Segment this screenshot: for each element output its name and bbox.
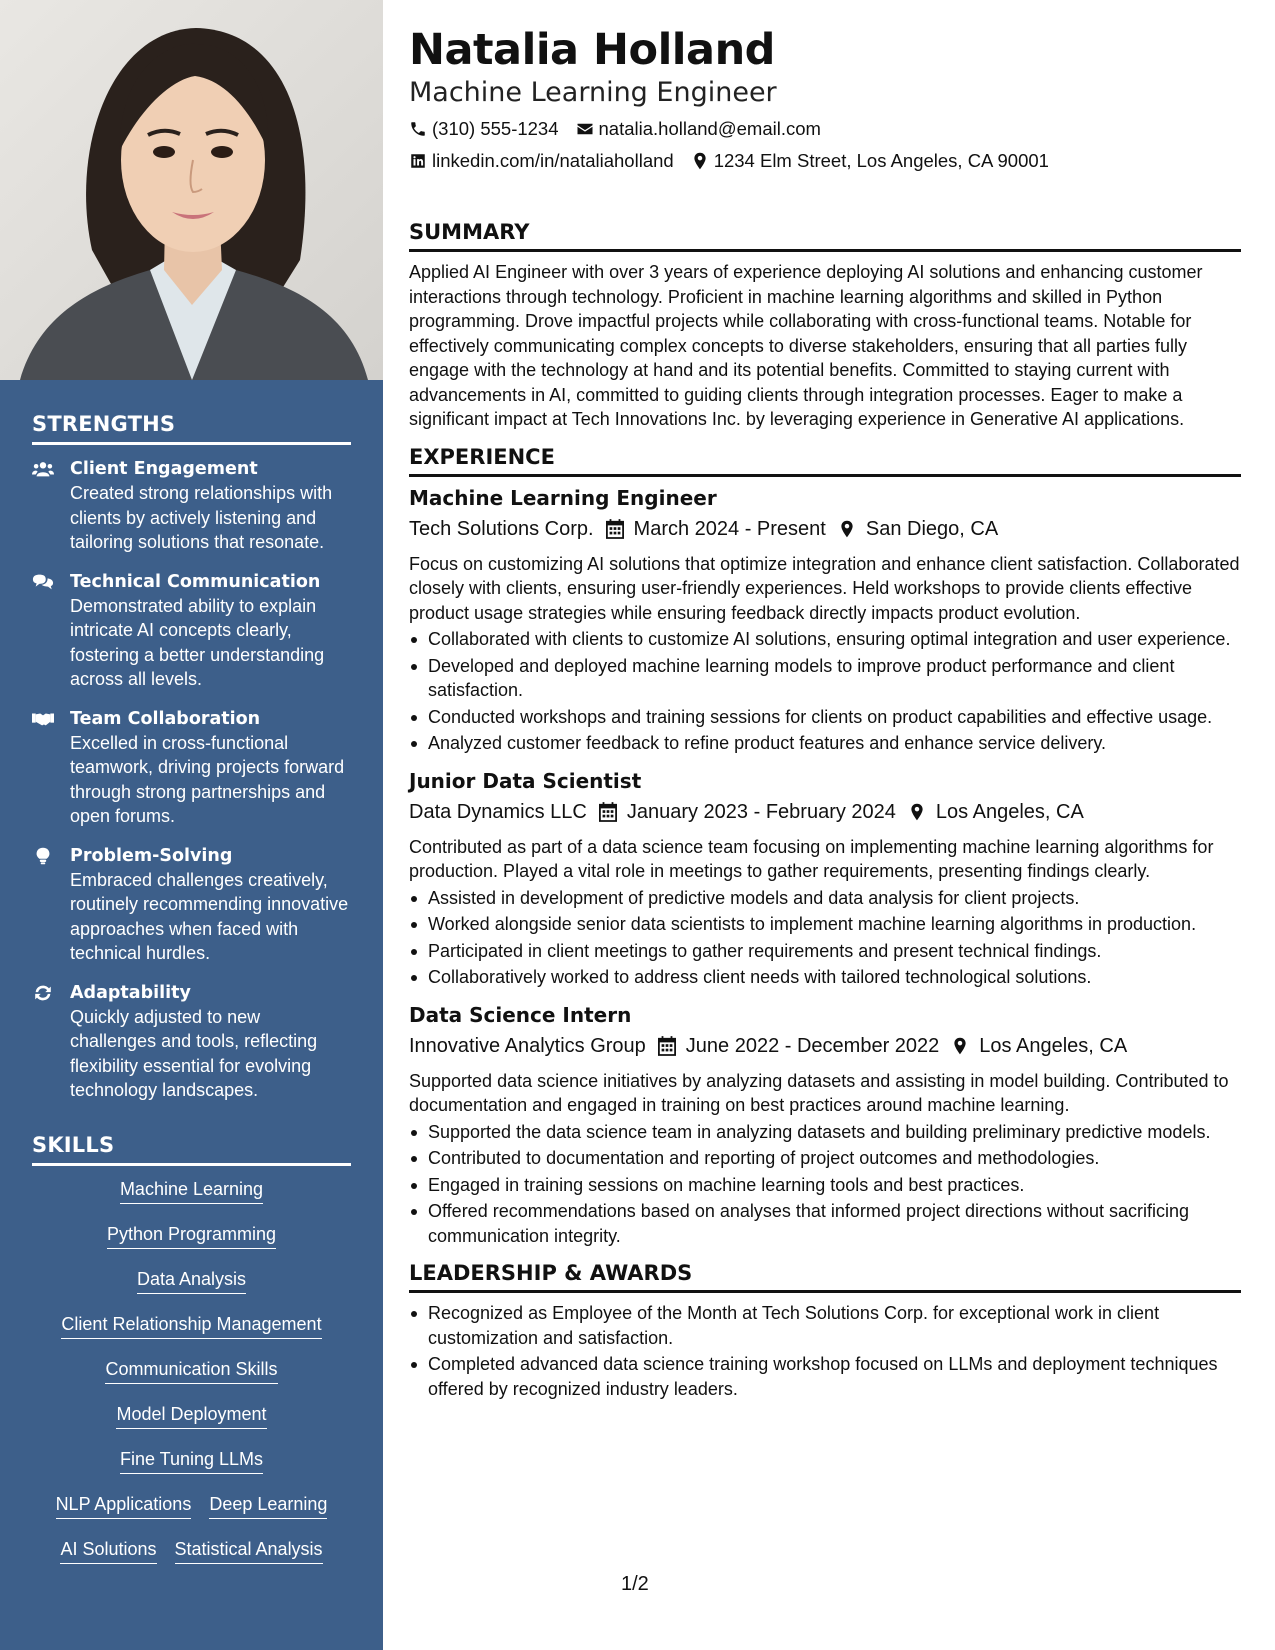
strength-description: Excelled in cross-functional teamwork, driving projects forward through strong partnerships and open forums. bbox=[70, 732, 345, 826]
map-pin-icon bbox=[951, 1036, 969, 1056]
job-bullets bbox=[409, 1120, 1241, 1249]
handshake-icon bbox=[32, 707, 70, 829]
job-dates: January 2023 - February 2024 bbox=[599, 797, 896, 827]
skill-tag: Fine Tuning LLMs bbox=[120, 1448, 263, 1474]
job-bullets bbox=[409, 627, 1241, 756]
refresh-icon bbox=[32, 981, 70, 1103]
contact-row bbox=[409, 116, 1241, 142]
list-item: Offered recommendations based on analyses that informed project directions without sacrificing communication integrity. bbox=[409, 1199, 1241, 1248]
job-company: Data Dynamics LLC bbox=[409, 800, 587, 823]
candidate-role: Machine Learning Engineer bbox=[409, 77, 777, 108]
calendar-icon bbox=[599, 802, 617, 822]
strength-description: Embraced challenges creatively, routinely recommending innovative approaches when faced with technical hurdles. bbox=[70, 869, 349, 963]
phone-icon bbox=[409, 120, 427, 138]
skill-tag: Data Analysis bbox=[137, 1268, 246, 1294]
strength-title: Adaptability bbox=[70, 982, 191, 1003]
skill-tag: Deep Learning bbox=[209, 1493, 327, 1519]
job-meta bbox=[409, 1031, 1241, 1061]
strength-item bbox=[32, 707, 351, 829]
list-item: Completed advanced data science training workshop focused on LLMs and deployment techniques offered by recognized industry leaders. bbox=[409, 1352, 1241, 1401]
summary-heading: SUMMARY bbox=[409, 219, 1241, 252]
sidebar bbox=[0, 0, 383, 1650]
list-item: Assisted in development of predictive models and data analysis for client projects. bbox=[409, 886, 1241, 911]
job-description: Contributed as part of a data science team focusing on implementing machine learning algorithms for production. Played a vital role in meetings to gather requirements, presenting findings clearly. bbox=[409, 836, 1214, 881]
candidate-name: Natalia Holland bbox=[409, 25, 775, 75]
address-text: 1234 Elm Street, Los Angeles, CA 90001 bbox=[713, 150, 1049, 171]
skill-tag: Communication Skills bbox=[105, 1358, 277, 1384]
strength-item bbox=[32, 844, 351, 966]
summary-text: Applied AI Engineer with over 3 years of experience deploying AI solutions and enhancing customer interactions through technology. Proficient in machine learning algorithms and skilled in Python programming. Drove impactful projects while collaborating with cross-functional teams. Notable for effectively communicating complex concepts to diverse stakeholders, ensuring that all parties fully engage with the technology at hand and its potential benefits. Committed to staying current with advancements in AI, committed to guiding clients through integration processes. Eager to make a significant impact at Tech Innovations Inc. by leveraging experience in Generative AI applications. bbox=[409, 262, 1203, 429]
job-dates: March 2024 - Present bbox=[606, 514, 826, 544]
job-bullets bbox=[409, 886, 1241, 990]
strength-item bbox=[32, 981, 351, 1103]
linkedin-contact[interactable] bbox=[409, 148, 674, 174]
strength-title: Problem-Solving bbox=[70, 845, 233, 866]
profile-photo bbox=[0, 0, 383, 380]
awards-section bbox=[409, 1260, 1241, 1401]
strength-description: Demonstrated ability to explain intricate AI concepts clearly, fostering a better understanding across all levels. bbox=[70, 595, 325, 689]
users-icon bbox=[32, 457, 70, 555]
linkedin-icon bbox=[409, 152, 427, 170]
job-description: Focus on customizing AI solutions that optimize integration and enhance client satisfaction. Collaborated closely with clients, ensuring user-friendly experiences. Held workshops to provide clients effective product usage strategies while ensuring feedback directly impacts product evolution. bbox=[409, 553, 1240, 623]
strength-description: Created strong relationships with clients by actively listening and tailoring solutions that resonate. bbox=[70, 483, 333, 552]
email-contact[interactable] bbox=[576, 116, 821, 142]
list-item: Recognized as Employee of the Month at Tech Solutions Corp. for exceptional work in client customization and satisfaction. bbox=[409, 1301, 1241, 1350]
list-item: Analyzed customer feedback to refine product features and enhance service delivery. bbox=[409, 731, 1241, 756]
calendar-icon bbox=[606, 519, 624, 539]
strength-title: Team Collaboration bbox=[70, 708, 261, 729]
job-location: Los Angeles, CA bbox=[908, 797, 1084, 827]
main-content bbox=[409, 24, 1241, 1403]
strength-item bbox=[32, 570, 351, 692]
contact-row bbox=[409, 148, 1241, 174]
sidebar-content bbox=[32, 412, 351, 1583]
job-dates: June 2022 - December 2022 bbox=[658, 1031, 940, 1061]
list-item: Supported the data science team in analyzing datasets and building preliminary predictive models. bbox=[409, 1120, 1241, 1145]
skill-tag: AI Solutions bbox=[60, 1538, 156, 1564]
phone-text: (310) 555-1234 bbox=[432, 118, 559, 139]
summary-section bbox=[409, 219, 1241, 432]
list-item: Worked alongside senior data scientists to implement machine learning algorithms in production. bbox=[409, 912, 1241, 937]
strengths-heading: STRENGTHS bbox=[32, 412, 351, 445]
job-title: Junior Data Scientist bbox=[409, 768, 642, 793]
strength-description: Quickly adjusted to new challenges and tools, reflecting flexibility essential for evolving technology landscapes. bbox=[70, 1006, 318, 1100]
experience-heading: EXPERIENCE bbox=[409, 444, 1241, 477]
map-pin-icon bbox=[838, 519, 856, 539]
skills-heading: SKILLS bbox=[32, 1133, 351, 1166]
job-location: San Diego, CA bbox=[838, 514, 998, 544]
lightbulb-icon bbox=[32, 844, 70, 966]
job-company: Tech Solutions Corp. bbox=[409, 517, 594, 540]
map-pin-icon bbox=[908, 802, 926, 822]
job-meta bbox=[409, 514, 1241, 544]
job-location: Los Angeles, CA bbox=[951, 1031, 1127, 1061]
list-item: Collaborated with clients to customize AI solutions, ensuring optimal integration and user experience. bbox=[409, 627, 1241, 652]
skill-tag: NLP Applications bbox=[56, 1493, 192, 1519]
page-number: 1/2 bbox=[621, 1573, 649, 1595]
experience-section bbox=[409, 444, 1241, 1249]
skill-tag: Model Deployment bbox=[116, 1403, 266, 1429]
strength-item bbox=[32, 457, 351, 555]
job-entry bbox=[409, 768, 1241, 990]
skill-tag: Client Relationship Management bbox=[61, 1313, 321, 1339]
job-company: Innovative Analytics Group bbox=[409, 1034, 646, 1057]
linkedin-text: linkedin.com/in/nataliaholland bbox=[432, 150, 674, 171]
list-item: Developed and deployed machine learning models to improve product performance and client satisfaction. bbox=[409, 654, 1241, 703]
skill-tag: Python Programming bbox=[107, 1223, 276, 1249]
list-item: Conducted workshops and training sessions for clients on product capabilities and effective usage. bbox=[409, 705, 1241, 730]
job-title: Machine Learning Engineer bbox=[409, 485, 717, 510]
job-title: Data Science Intern bbox=[409, 1002, 632, 1027]
list-item: Engaged in training sessions on machine learning tools and best practices. bbox=[409, 1173, 1241, 1198]
job-description: Supported data science initiatives by analyzing datasets and assisting in model building. Contributed to documentation and engaged in training on best practices around machine learning. bbox=[409, 1070, 1229, 1115]
calendar-icon bbox=[658, 1036, 676, 1056]
email-text: natalia.holland@email.com bbox=[598, 118, 821, 139]
job-meta bbox=[409, 797, 1241, 827]
address-contact bbox=[691, 148, 1049, 174]
strength-title: Technical Communication bbox=[70, 571, 321, 592]
map-pin-icon bbox=[691, 152, 709, 170]
skills-list bbox=[32, 1178, 351, 1583]
envelope-icon bbox=[576, 120, 594, 138]
job-entry bbox=[409, 485, 1241, 756]
skill-tag: Statistical Analysis bbox=[175, 1538, 323, 1564]
comments-icon bbox=[32, 570, 70, 692]
list-item: Participated in client meetings to gather requirements and present technical findings. bbox=[409, 939, 1241, 964]
list-item: Contributed to documentation and reporting of project outcomes and methodologies. bbox=[409, 1146, 1241, 1171]
strength-title: Client Engagement bbox=[70, 459, 258, 479]
awards-list bbox=[409, 1301, 1241, 1401]
skill-tag: Machine Learning bbox=[120, 1178, 263, 1204]
list-item: Collaboratively worked to address client needs with tailored technological solutions. bbox=[409, 965, 1241, 990]
awards-heading: LEADERSHIP & AWARDS bbox=[409, 1260, 1241, 1293]
job-entry bbox=[409, 1002, 1241, 1249]
phone-contact[interactable] bbox=[409, 116, 559, 142]
